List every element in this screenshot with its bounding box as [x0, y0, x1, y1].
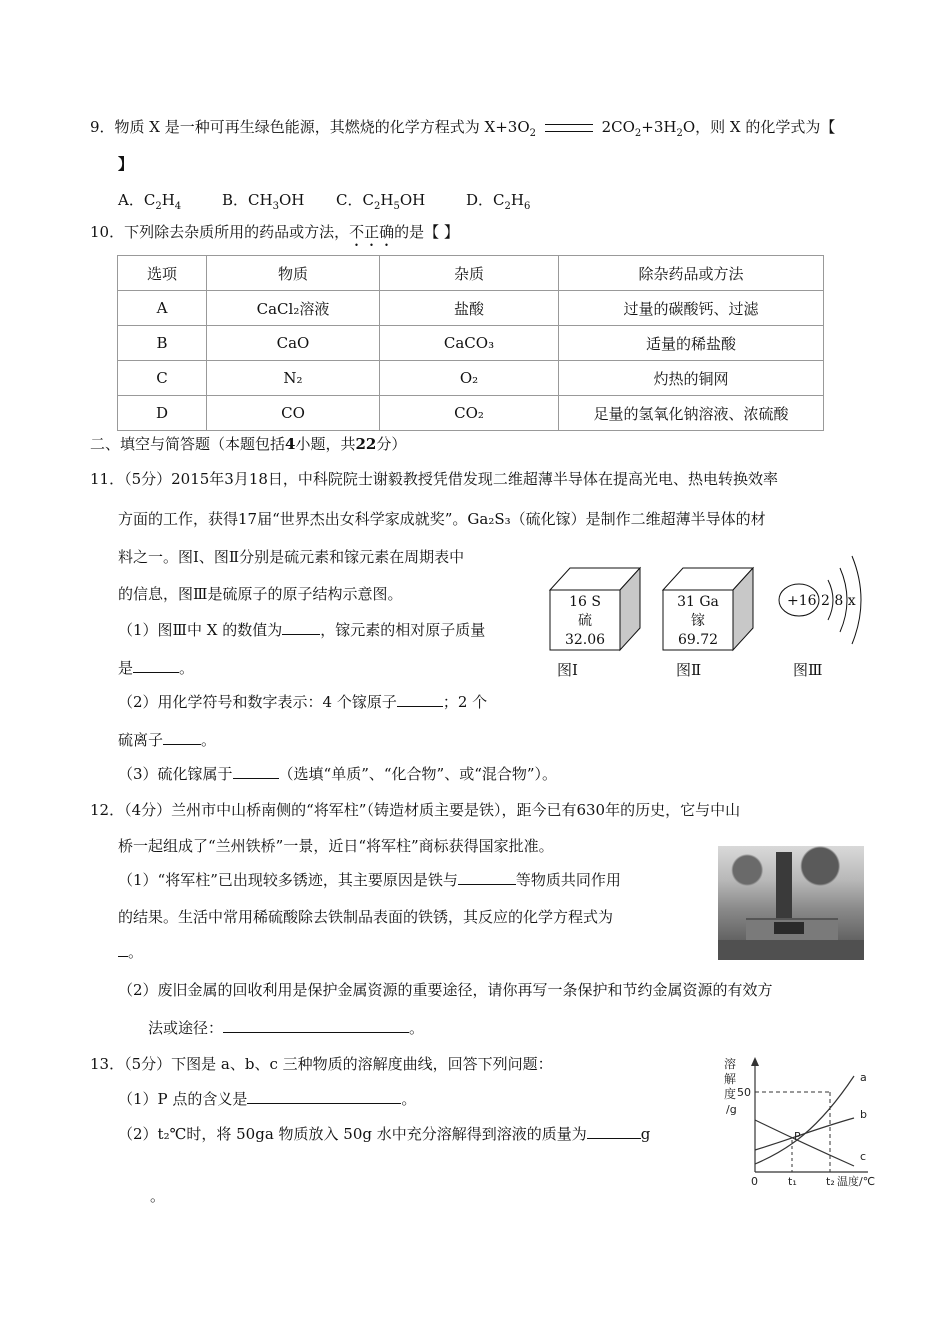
- answer-blank[interactable]: [118, 942, 128, 957]
- q10-table: [117, 255, 824, 431]
- q12-part1-cont: 的结果。生活中常用稀硫酸除去铁制品表面的铁锈，其反应的化学方程式为: [118, 908, 614, 926]
- curve-b: [755, 1118, 854, 1150]
- q9-close-bracket: 】: [118, 155, 134, 173]
- origin-label: 0: [751, 1175, 758, 1188]
- sulfur-number-symbol: 16 S: [569, 594, 601, 610]
- q9-stem: 9．物质 X 是一种可再生绿色能源，其燃烧的化学方程式为 $X+3O_2$ $2CO_2+3H_2O$，则 X 的化学式为【: [90, 118, 836, 139]
- gallium-number-symbol: 31 Ga: [677, 594, 719, 610]
- point-p-label: P: [794, 1130, 801, 1143]
- y-label-char: /g: [726, 1103, 737, 1116]
- y-label-char: 度: [724, 1087, 737, 1101]
- curve-label-a: a: [860, 1071, 867, 1084]
- answer-blank[interactable]: [282, 620, 320, 635]
- q9-option-d[interactable]: D．$C_2H_6$: [466, 191, 531, 212]
- q12-part2-cont: 法或途径： 。: [148, 1019, 425, 1037]
- q13-part2: （2）t₂℃时，将 50ga 物质放入 50g 水中充分溶解得到溶液的质量为 g: [118, 1125, 651, 1143]
- table-row: C N₂ O₂ 灼热的铜网: [118, 361, 824, 396]
- general-pillar-photo: [718, 846, 864, 960]
- tick-label-50: 50: [737, 1086, 751, 1099]
- answer-blank[interactable]: [163, 730, 201, 745]
- figure-2-caption: 图Ⅱ: [676, 661, 702, 679]
- answer-blank[interactable]: [247, 1089, 401, 1104]
- q11-line1: 11．（5分）2015年3月18日，中科院院士谢毅教授凭借发现二维超薄半导体在提高光电、热电转换效率: [90, 470, 778, 488]
- equals-sign: [545, 124, 593, 132]
- table-header-row: 选项 物质 杂质 除杂药品或方法: [118, 256, 824, 291]
- q11-line4: 的信息，图Ⅲ是硫原子的原子结构示意图。: [118, 585, 403, 603]
- figure-3-caption: 图Ⅲ: [793, 661, 823, 679]
- q11-part2: （2）用化学符号和数字表示：4 个镓原子 ；2 个: [118, 693, 488, 711]
- q12-part1: （1）“将军柱”已出现较多锈迹，其主要原因是铁与 等物质共同作用: [118, 871, 621, 889]
- q12-line1: 12．（4分）兰州市中山桥南侧的“将军柱”（铸造材质主要是铁），距今已有630年的历史，它与中山: [90, 801, 741, 819]
- sulfur-name: 硫: [578, 613, 592, 629]
- x-axis-label: 温度/℃: [837, 1175, 876, 1188]
- gallium-name: 镓: [691, 613, 705, 629]
- answer-blank[interactable]: [458, 870, 516, 885]
- table-row: A CaCl₂溶液 盐酸 过量的碳酸钙、过滤: [118, 291, 824, 326]
- q11-part2-cont: 硫离子 。: [118, 731, 217, 749]
- tick-label-t2: t₂: [826, 1175, 835, 1188]
- solubility-chart: [718, 1054, 890, 1188]
- q13-line1: 13．（5分）下图是 a、b、c 三种物质的溶解度曲线，回答下列问题：: [90, 1055, 553, 1073]
- answer-blank[interactable]: [223, 1018, 409, 1033]
- answer-blank[interactable]: [133, 658, 179, 673]
- q11-line2: 方面的工作，获得17届“世界杰出女科学家成就奖”。Ga₂S₃（硫化镓）是制作二维超薄半导体的材: [118, 510, 766, 528]
- q9-option-a[interactable]: A．$C_2H_4$: [118, 191, 182, 212]
- table-row: B CaO CaCO₃ 适量的稀盐酸: [118, 326, 824, 361]
- y-label-char: 解: [724, 1072, 737, 1086]
- section-heading: 二、填空与简答题（本题包括4小题，共22分）: [90, 435, 407, 453]
- q12-part1-end: 。: [118, 942, 143, 962]
- answer-blank[interactable]: [397, 692, 443, 707]
- curve-c: [755, 1120, 854, 1166]
- q13-part1: （1）P 点的含义是 。: [118, 1090, 417, 1108]
- q9-option-c[interactable]: C．$C_2H_5OH$: [336, 191, 426, 212]
- figure-1-caption: 图Ⅰ: [557, 661, 578, 679]
- q12-line2: 桥一起组成了“兰州铁桥”一景，近日“将军柱”商标获得国家批准。: [118, 837, 554, 855]
- answer-blank[interactable]: [233, 764, 279, 779]
- curve-a: [755, 1076, 854, 1164]
- answer-blank[interactable]: [587, 1124, 641, 1139]
- curve-label-c: c: [860, 1150, 867, 1163]
- table-row: D CO CO₂ 足量的氢氧化钠溶液、浓硫酸: [118, 396, 824, 431]
- q11-part1-cont: 是 。: [118, 659, 195, 677]
- q11-line3: 料之一。图Ⅰ、图Ⅱ分别是硫元素和镓元素在周期表中: [118, 548, 465, 566]
- q11-part3: （3）硫化镓属于 （选填“单质”、“化合物”、或“混合物”）。: [118, 765, 558, 783]
- y-axis-arrow: [751, 1057, 759, 1066]
- q12-part2: （2）废旧金属的回收利用是保护金属资源的重要途径，请你再写一条保护和节约金属资源的有效方: [118, 981, 773, 999]
- q13-period: 。: [150, 1187, 166, 1205]
- y-label-char: 溶: [724, 1057, 737, 1071]
- gallium-mass: 69.72: [677, 632, 719, 648]
- q9-option-b[interactable]: B．$CH_3OH$: [222, 191, 305, 212]
- tick-label-t1: t₁: [788, 1175, 797, 1188]
- atom-structure-text: +16 2 8 x: [787, 593, 856, 609]
- sulfur-mass: 32.06: [564, 632, 606, 648]
- q10-stem: 10．下列除去杂质所用的药品或方法，不正确的是【 】: [90, 223, 459, 241]
- q11-part1: （1）图Ⅲ中 X 的数值为 ，镓元素的相对原子质量: [118, 621, 486, 639]
- curve-label-b: b: [860, 1108, 867, 1121]
